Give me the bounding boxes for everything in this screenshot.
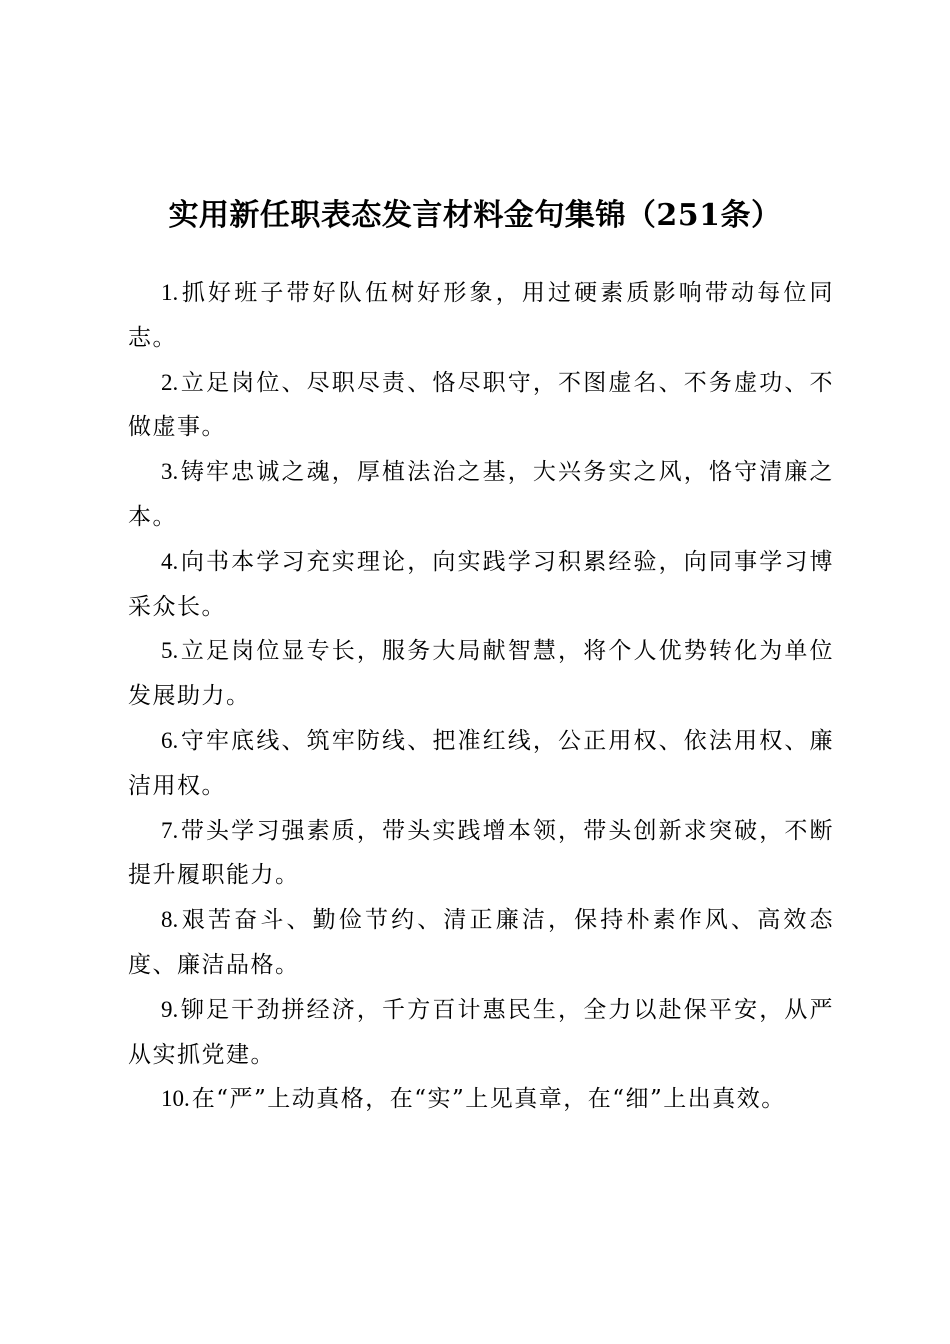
item-text: 向书本学习充实理论，向实践学习积累经验，向同事学习博采众长。 — [128, 548, 834, 620]
item-number: 9. — [161, 996, 179, 1022]
item-number: 10. — [161, 1086, 190, 1112]
item-text: 艰苦奋斗、勤俭节约、清正廉洁，保持朴素作风、高效态度、廉洁品格。 — [128, 907, 834, 978]
item-number: 6. — [161, 727, 179, 753]
item-number: 7. — [161, 817, 179, 843]
item-text: 守牢底线、筑牢防线、把准红线，公正用权、依法用权、廉洁用权。 — [128, 727, 834, 799]
item-text: 铸牢忠诚之魂，厚植法治之基，大兴务实之风，恪守清廉之本。 — [128, 459, 834, 530]
item-text: 在“严”上动真格，在“实”上见真章，在“细”上出真效。 — [191, 1086, 786, 1113]
item-number: 4. — [161, 548, 179, 574]
list-item — [128, 809, 834, 899]
list-item — [128, 629, 834, 719]
item-number: 3. — [161, 459, 179, 485]
list-item — [128, 540, 834, 630]
item-text: 带头学习强素质，带头实践增本领，带头创新求突破，不断提升履职能力。 — [128, 817, 834, 889]
document-title: 实用新任职表态发言材料金句集锦（251条） — [168, 198, 782, 234]
item-number: 5. — [161, 638, 179, 664]
list-item — [128, 1077, 834, 1122]
item-number: 8. — [161, 907, 179, 933]
list-item — [128, 988, 834, 1078]
list-item — [128, 361, 834, 451]
list-item — [128, 898, 834, 988]
item-number: 2. — [161, 369, 179, 395]
item-text: 铆足干劲拼经济，千方百计惠民生，全力以赴保平安，从严从实抓党建。 — [128, 996, 834, 1068]
list-item — [128, 450, 834, 540]
item-text: 立足岗位、尽职尽责、恪尽职守，不图虚名、不务虚功、不做虚事。 — [128, 369, 834, 441]
list-item — [128, 271, 834, 361]
item-text: 立足岗位显专长，服务大局献智慧，将个人优势转化为单位发展助力。 — [128, 638, 834, 710]
item-number: 1. — [161, 280, 179, 305]
quote-list — [128, 271, 834, 1122]
list-item — [128, 719, 834, 809]
item-text: 抓好班子带好队伍树好形象，用过硬素质影响带动每位同志。 — [128, 280, 834, 351]
